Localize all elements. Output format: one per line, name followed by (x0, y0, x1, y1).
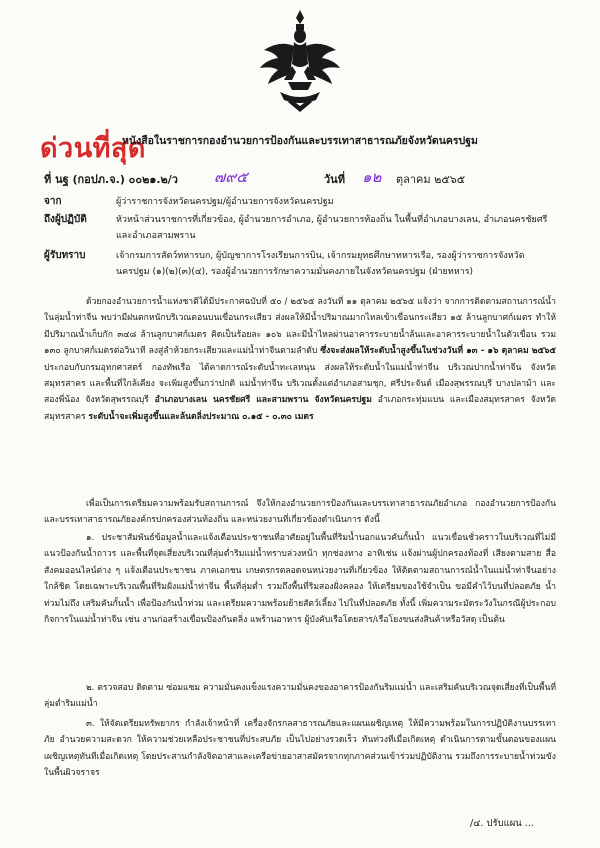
paragraph-1: ด้วยกองอำนวยการน้ำแห่งชาติได้มีประกาศฉบับที่ ๕๐ / ๒๕๖๕ ลงวันที่ ๑๑ ตุลาคม ๒๕๖๕ แจ้งว่า จากการติดตามสถานการณ์น้ำในลุ่มน้ำท่าจีน พบว่ามีฝนตกหนักบริเวณตอนบนเขื่อนกระเสียว ส่งผลให้มีน้ำปริมาณมากไหลเข้าเขื่อนกระเสียว ๑๕ ล้านลูกบาศก์เมตร ทำให้มีปริมาณน้ำเก็บกัก ๓๔๘ ล้านลูกบาศก์เมตร คิดเป็นร้อยละ ๑๐๖ และมีน้ำไหลผ่านอาคารระบายน้ำล้นและอาคารระบายน้ำในตัวเขื่อน รวม ๑๓๐ ลูกบาศก์เมตรต่อวินาที ลงสู่ลำห้วยกระเสียวและแม่น้ำท่าจีนตามลำดับ ซึ่งจะส่งผลให้ระดับน้ำสูงขึ้นในช่วงวันที่ ๑๓ - ๑๖ ตุลาคม ๒๕๖๕ ประกอบกับกรมอุทกศาสตร์ กองทัพเรือ ได้คาดการณ์ระดับน้ำทะเลหนุน ส่งผลให้ระดับน้ำในแม่น้ำท่าจีน บริเวณปากน้ำท่าจีน จังหวัดสมุทรสาคร และพื้นที่ใกล้เคียง จะเพิ่มสูงขึ้นกว่าปกติ แม่น้ำท่าจีน บริเวณตั้งแต่อำเภอสามชุก, ศรีประจันต์ เมืองสุพรรณบุรี บางปลาม้า และสองพี่น้อง จังหวัดสุพรรณบุรี อำเภอบางเลน นครชัยศรี และสามพราน จังหวัดนครปฐม อำเภอกระทุ่มแบน และเมืองสมุทรสาคร จังหวัดสมุทรสาคร ระดับน้ำจะเพิ่มสูงขึ้นและล้นตลิ่งประมาณ ๐.๑๕ - ๐.๓๐ เมตร (44, 297, 557, 422)
garuda-emblem-icon (258, 6, 342, 116)
to-value: หัวหน้าส่วนราชการที่เกี่ยวข้อง, ผู้อำนวยการอำเภอ, ผู้อำนวยการท้องถิ่น ในพื้นที่อำเภอบางเลน, อำเภอนครชัยศรี และอำเภอสามพราน (116, 215, 548, 241)
from-label: จาก (44, 196, 62, 207)
document-title: หนังสือในราชการกองอำนวยการป้องกันและบรรเทาสาธารณภัยจังหวัดนครปฐม (122, 135, 478, 147)
reference-line (44, 168, 564, 188)
from-value: ผู้ว่าราชการจังหวัดนครปฐม/ผู้อำนวยการจังหวัดนครปฐม (116, 197, 334, 207)
cc-label: ผู้รับทราบ (44, 250, 86, 261)
handwritten-number: ๗๙๕ (214, 168, 248, 186)
paragraph-4: ๒. ตรวจสอบ ติดตาม ซ่อมแซม ความมั่นคงแข็งแรงความมั่นคงของอาคารป้องกันริมแม่น้ำ และเสริมคันบริเวณจุดเสี่ยงที่เป็นพื้นที่ลุ่มต่ำริมแม่น้ำ (44, 683, 556, 710)
paragraph-3: ๑. ประชาสัมพันธ์ข้อมูลน้ำและแจ้งเตือนประชาชนที่อาศัยอยู่ในพื้นที่ริมน้ำนอกแนวคันกั้นน้ำ แนวเขื่อนชั่วคราวในบริเวณที่ไม่มีแนวป้องกันน้ำถาวร และพื้นที่จุดเสี่ยงบริเวณที่ลุ่มต่ำริมแม่น้ำทราบล่วงหน้า ทุกช่องทาง อาทิเช่น แจ้งผ่านผู้ปกครองท้องที่ เสียงตามสาย สื่อสังคมออนไลน์ต่าง ๆ แจ้งเตือนประชาชน ภาคเอกชน เกษตรกรตลอดจนหน่วยงานที่เกี่ยวข้อง ให้ติดตามสถานการณ์น้ำในแม่น้ำท่าจีนอย่างใกล้ชิด โดยเฉพาะบริเวณพื้นที่ริมฝั่งแม่น้ำท่าจีน พื้นที่ลุ่มต่ำ รวมถึงพื้นที่ริมสองฝั่งคลอง ให้เตรียมของใช้จำเป็น ขอมีคำไว้บนที่ปลอดภัย น้ำท่วมไม่ถึง เสริมคันกั้นน้ำ เพื่อป้องกันน้ำท่วม และเตรียมความพร้อมย้ายสัตว์เลี้ยง ไปในที่ปลอดภัย ทั้งนี้ เพิ่มความระมัดระวังในกรณีผู้ประกอบกิจการในแม่น้ำท่าจีน เช่น งานก่อสร้างเขื่อนป้องกันตลิ่ง แพร้านอาหาร ผู้บังคับเรือโดยสาร/เรือโยงขนส่งสินค้าหรือวัสดุ เป็นต้น (44, 533, 556, 626)
reference-number-label: ที่ นฐ (กอปภ.จ.) ๐๐๒๑.๒/ว (44, 173, 178, 186)
paragraph-5: ๓. ให้จัดเตรียมทรัพยากร กำลังเจ้าหน้าที่ เครื่องจักรกลสาธารณภัยและแผนเผชิญเหตุ ให้มีความพร้อมในการปฏิบัติงานบรรเทาภัย อำนวยความสะดวก ให้ความช่วยเหลือประชาชนที่ประสบภัย เป็นไปอย่างรวดเร็ว ทันท่วงทีเมื่อเกิดเหตุ ดำเนินการตามขั้นตอนของแผนเผชิญเหตุทันทีเมื่อเกิดเหตุ โดยประสานกำลังจิตอาสาและเครือข่ายอาสาสมัครจากทุกภาคส่วนเข้าร่วมปฏิบัติงาน รวมถึงการระบายน้ำท่วมขังในพื้นผิวจราจร (44, 719, 556, 779)
cc-value: เจ้ากรมการสัตว์ทหารบก, ผู้บัญชาการโรงเรียนการบิน, เจ้ากรมยุทธศึกษาทหารเรือ, รองผู้ว่าราชการจังหวัดนครปฐม (๑)(๒)(๓)(๔), รองผู้อำนวยการรักษาความมั่นคงภายในจังหวัดนครปฐม (ฝ่ายทหาร) (116, 251, 525, 277)
continuation-note: /๔. ปรับแผน ... (470, 818, 534, 829)
urgent-stamp: ด่วนที่สุด (40, 133, 146, 164)
to-label: ถึงผู้ปฏิบัติ (44, 214, 87, 225)
date-month-year: ตุลาคม ๒๕๖๕ (396, 173, 466, 186)
paragraph-2: เพื่อเป็นการเตรียมความพร้อมรับสถานการณ์ จึงให้กองอำนวยการป้องกันและบรรเทาสาธารณภัยอำเภอ กองอำนวยการป้องกันและบรรเทาสาธารณภัยองค์กรปกครองส่วนท้องถิ่น และหน่วยงานที่เกี่ยวข้องดำเนินการ ดังนี้ (44, 499, 556, 526)
date-label: วันที่ (324, 173, 345, 186)
handwritten-day: ๑๒ (362, 168, 382, 186)
